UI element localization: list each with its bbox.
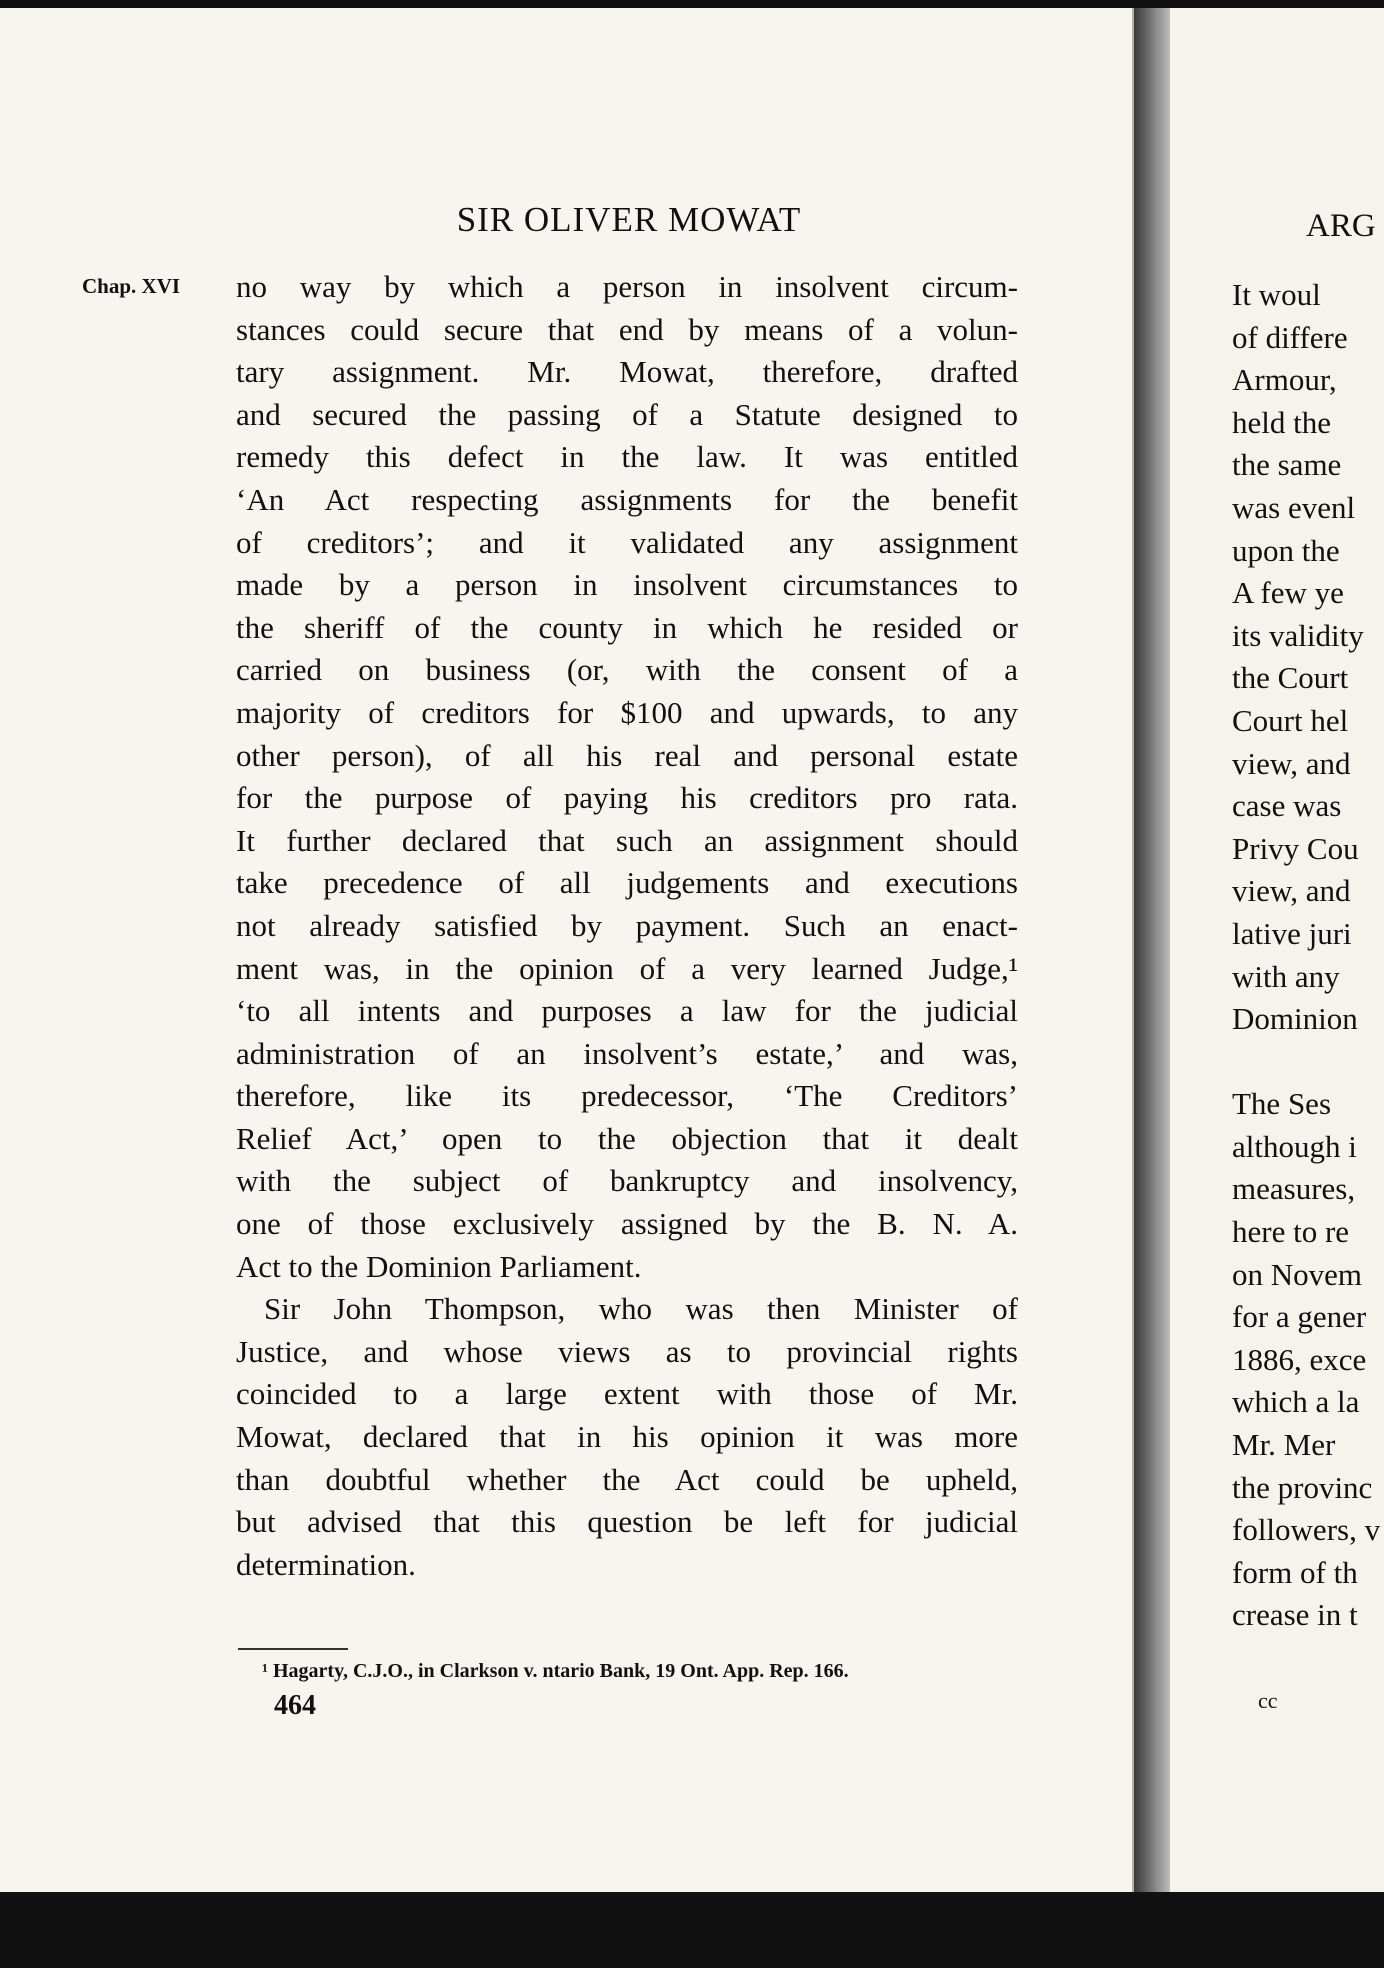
- right-text-line: Mr. Mer: [1232, 1427, 1336, 1463]
- right-text-line: It woul: [1232, 277, 1321, 312]
- text-line: made by a person in insolvent circumstances to: [236, 567, 1018, 603]
- footnote: ¹ Hagarty, C.J.O., in Clarkson v. ntario Bank, 19 Ont. App. Rep. 166.: [262, 1660, 849, 1682]
- text-line: ‘An Act respecting assignments for the benefit: [236, 481, 1018, 517]
- text-line: not already satisfied by payment. Such an enact-: [236, 907, 1018, 943]
- right-text-line: crease in t: [1232, 1597, 1358, 1633]
- right-text-line: for a gener: [1232, 1299, 1367, 1335]
- text-line: ‘to all intents and purposes a law for the judicial: [236, 993, 1018, 1029]
- text-line: Justice, and whose views as to provincial rights: [236, 1333, 1018, 1369]
- text-line: tary assignment. Mr. Mowat, therefore, drafted: [236, 354, 1018, 390]
- text-line: coincided to a large extent with those of Mr.: [236, 1376, 1018, 1412]
- right-text-line: view, and: [1232, 745, 1351, 781]
- right-text-line: which a la: [1232, 1384, 1360, 1420]
- right-text-line: Armour,: [1232, 362, 1337, 398]
- text-line: determination.: [236, 1546, 416, 1582]
- text-line: take precedence of all judgements and executions: [236, 865, 1018, 901]
- text-line: for the purpose of paying his creditors pro rata.: [236, 780, 1018, 816]
- text-line: It further declared that such an assignment should: [236, 822, 1018, 858]
- right-text-line: measures,: [1232, 1171, 1356, 1207]
- right-page-text: [1232, 274, 1380, 1637]
- text-line: administration of an insolvent’s estate,’ and was,: [236, 1035, 1018, 1071]
- text-line: but advised that this question be left for judicial: [236, 1504, 1018, 1540]
- text-line: stances could secure that end by means of a volun-: [236, 311, 1018, 347]
- right-text-line: Court hel: [1232, 702, 1349, 738]
- text-line: other person), of all his real and personal estate: [236, 737, 1018, 773]
- page-number: 464: [274, 1690, 316, 1721]
- text-line: Relief Act,’ open to the objection that it dealt: [236, 1120, 1018, 1156]
- text-line: one of those exclusively assigned by the B. N. A.: [236, 1206, 1018, 1242]
- right-text-line: the same: [1232, 447, 1342, 483]
- footnote-rule: [238, 1648, 348, 1650]
- right-text-line: Dominion: [1232, 1001, 1358, 1037]
- text-line: Sir John Thompson, who was then Minister of: [264, 1291, 1018, 1327]
- text-line: of creditors’; and it validated any assignment: [236, 524, 1018, 560]
- text-line: Act to the Dominion Parliament.: [236, 1248, 642, 1284]
- right-text-line: upon the: [1232, 532, 1340, 568]
- right-text-line: followers, v: [1232, 1512, 1381, 1548]
- running-head: SIR OLIVER MOWAT: [456, 200, 802, 239]
- right-text-line: form of th: [1232, 1554, 1358, 1590]
- right-text-line: 1886, exce: [1232, 1341, 1367, 1377]
- right-text-line: A few ye: [1232, 575, 1344, 611]
- right-text-line: the Court: [1232, 660, 1349, 696]
- right-text-line: The Ses: [1232, 1086, 1332, 1122]
- scan-border-bottom: [0, 1892, 1384, 1968]
- right-text-line: view, and: [1232, 873, 1351, 909]
- book-gutter: [1134, 8, 1170, 1896]
- right-text-line: of differe: [1232, 319, 1348, 355]
- text-line: carried on business (or, with the consent of a: [236, 652, 1018, 688]
- right-text-line: here to re: [1232, 1214, 1350, 1250]
- text-line: no way by which a person in insolvent circum-: [236, 269, 1018, 304]
- text-line: therefore, like its predecessor, ‘The Creditors’: [236, 1078, 1018, 1114]
- right-text-line: on Novem: [1232, 1256, 1363, 1292]
- right-text-line: the provinc: [1232, 1469, 1373, 1505]
- text-line: Mowat, declared that in his opinion it was more: [236, 1419, 1018, 1455]
- text-line: majority of creditors for $100 and upwards, to any: [236, 694, 1018, 730]
- right-text-line: case was: [1232, 788, 1342, 824]
- right-text-line: lative juri: [1232, 915, 1352, 951]
- right-running-head: ARG: [1306, 208, 1376, 244]
- right-text-line: Privy Cou: [1232, 830, 1359, 866]
- right-text-line: was evenl: [1232, 489, 1356, 525]
- right-text-line: with any: [1232, 958, 1340, 994]
- right-text-line: its validity: [1232, 617, 1364, 653]
- text-line: than doubtful whether the Act could be upheld,: [236, 1461, 1018, 1497]
- paragraph-gap: [1232, 1041, 1380, 1084]
- text-line: remedy this defect in the law. It was entitled: [236, 439, 1018, 475]
- text-line: ment was, in the opinion of a very learned Judge,¹: [236, 950, 1018, 986]
- text-line: and secured the passing of a Statute designed to: [236, 396, 1018, 432]
- text-line: with the subject of bankruptcy and insolvency,: [236, 1163, 1018, 1199]
- right-text-line: held the: [1232, 404, 1331, 440]
- text-line: the sheriff of the county in which he resided or: [236, 609, 1018, 645]
- chapter-label: Chap. XVI: [82, 274, 181, 298]
- body-text: [236, 266, 1018, 1586]
- right-text-line: although i: [1232, 1128, 1357, 1164]
- signature-mark: cc: [1258, 1688, 1278, 1713]
